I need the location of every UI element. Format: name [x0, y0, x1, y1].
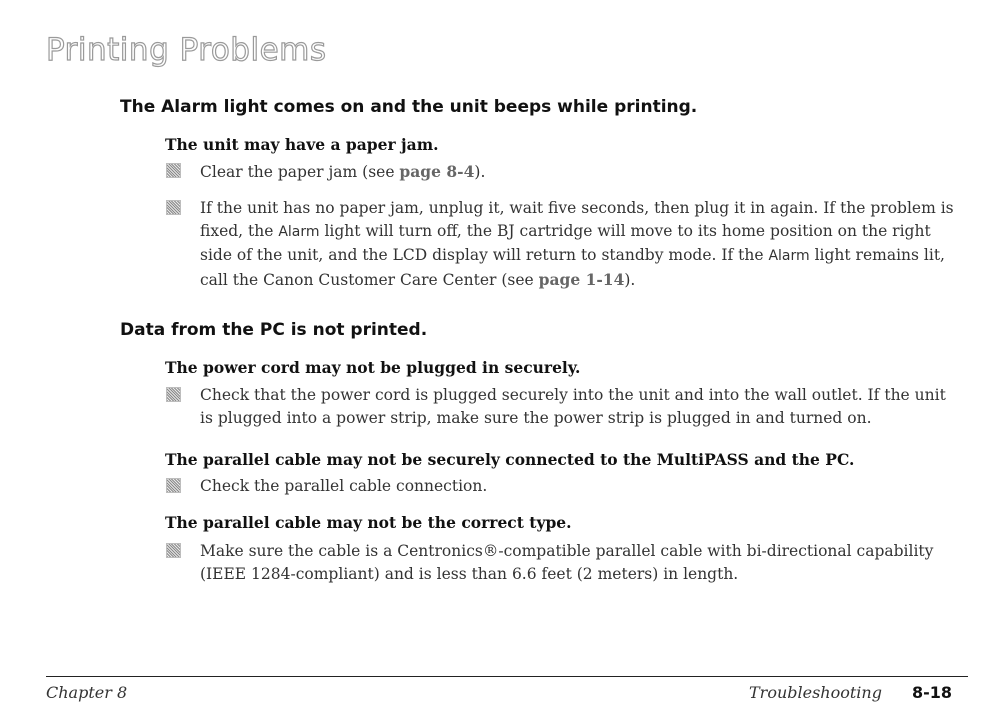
section-heading-alarm: The Alarm light comes on and the unit beeps while printing. — [120, 97, 698, 117]
page-title: Printing Problems — [46, 32, 327, 68]
page-ref-link[interactable]: page 8-4 — [399, 162, 475, 181]
cause-parallel-connection: The parallel cable may not be securely connected to the MultiPASS and the PC. — [165, 450, 855, 469]
footer-divider — [46, 676, 968, 677]
bullet-icon — [166, 200, 181, 215]
bullet-icon — [166, 478, 181, 493]
step-text-part: If the unit has no paper jam, unplug it, wait five seconds, then plug it in again. If the problem is fixed, the — [200, 199, 954, 240]
step-clear-jam — [166, 160, 961, 184]
step-text — [200, 160, 961, 184]
step-text-part: Clear the paper jam (see — [200, 163, 400, 181]
alarm-term: Alarm — [278, 224, 320, 240]
step-text-part: ). — [474, 163, 486, 181]
step-check-power-cord — [166, 384, 961, 430]
cause-parallel-type: The parallel cable may not be the correct type. — [165, 513, 572, 532]
step-text: Make sure the cable is a Centronics®-compatible parallel cable with bi-directional capability (IEEE 1284-compliant) and is less than 6.6 feet (2 meters) in length. — [200, 542, 934, 583]
alarm-term: Alarm — [768, 248, 810, 264]
bullet-icon — [166, 387, 181, 402]
step-text: Check that the power cord is plugged securely into the unit and into the wall outlet. If the unit is plugged into a power strip, make sure the power strip is plugged in and turned on. — [200, 386, 946, 427]
step-text-part: light will turn off, the BJ cartridge will move to its home position on the right side of the unit, and the LCD display will return to standby mode. If the — [200, 222, 931, 264]
cause-paper-jam: The unit may have a paper jam. — [165, 135, 439, 154]
page-ref-link[interactable]: page 1-14 — [538, 270, 625, 289]
step-text: Check the parallel cable connection. — [200, 477, 488, 495]
footer-chapter: Chapter 8 — [46, 683, 128, 702]
step-check-parallel-connection — [166, 475, 961, 498]
bullet-icon — [166, 543, 181, 558]
step-text-part: ). — [624, 271, 636, 289]
bullet-icon — [166, 163, 181, 178]
cause-power-cord: The power cord may not be plugged in securely. — [165, 358, 581, 377]
step-text — [200, 197, 961, 292]
step-check-cable-type — [166, 540, 961, 586]
step-text-part: light remains lit, call the Canon Customer Care Center (see — [200, 246, 945, 289]
section-heading-data-not-printed: Data from the PC is not printed. — [120, 320, 428, 340]
footer-section: Troubleshooting — [749, 683, 882, 702]
step-unplug — [166, 197, 961, 292]
footer-page-number: 8-18 — [912, 683, 953, 702]
